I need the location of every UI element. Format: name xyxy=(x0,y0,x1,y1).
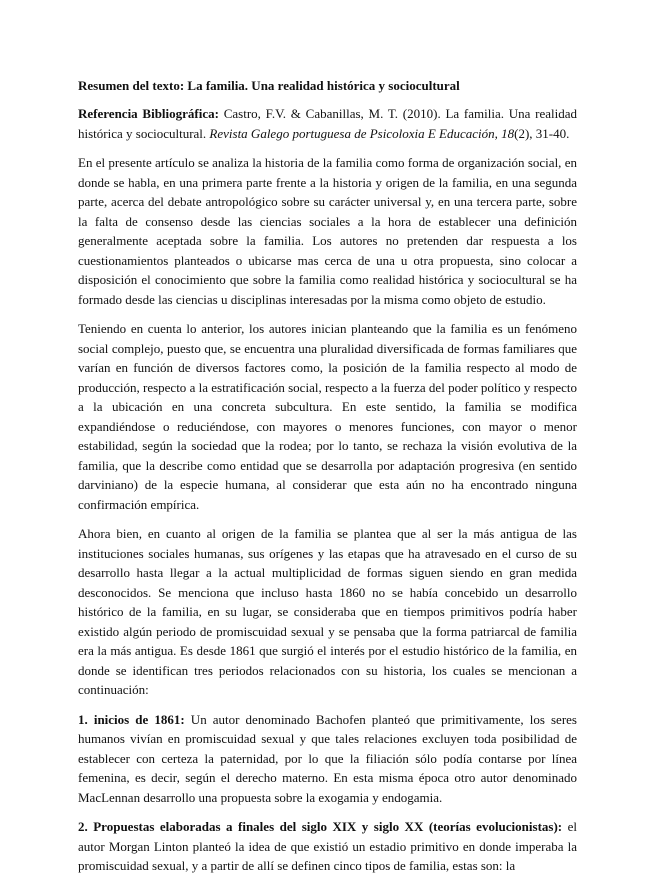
paragraph-intro: En el presente artículo se analiza la historia de la familia como forma de organización social, en donde se habla, en una primera parte frente a la historia y origen de la familia, en una segunda parte, acerca del debate antropológico sobre su carácter universal y, en una tercera parte, sobre la falta de consenso desde las ciencias sociales a la hora de establecer una definición generalmente aceptada sobre la familia. Los autores no pretenden dar respuesta a los cuestionamientos planteados o ubicarse mas cerca de una u otra propuesta, sino colocar a disposición el conocimiento que sobre la familia como realidad histórica y sociocultural se ha formado desde las ciencias u disciplinas interesadas por la misma como objeto de estudio. xyxy=(78,155,577,307)
period-2-heading: 2. Propuestas elaboradas a finales del siglo XIX y siglo XX (teorías evolucionistas): xyxy=(78,819,563,834)
reference-issue-pages: (2), 31-40. xyxy=(514,125,570,141)
list-item-period-1 xyxy=(78,710,577,808)
reference-authors: Castro, F.V. & Cabanillas, M. T. (2010). La familia. Una realidad histórica y sociocultural. xyxy=(78,106,577,141)
reference-journal: Revista Galego portuguesa de Psicoloxia E Educación, 18 xyxy=(209,125,515,141)
paragraph-complexity: Teniendo en cuenta lo anterior, los autores inician planteando que la familia es un fenómeno social complejo, puesto que, se encuentra una pluralidad diversificada de formas familiares que varían en función de diversos factores como, la posición de la familia respecto al modo de producción, respecto a la estratificación social, respecto a la fuerza del poder político y respecto a la ubicación en una concreta subcultura. En este sentido, la familia se modifica expandiéndose o reduciéndose, con mayores o menores funciones, con mayor o menor estabilidad, según la sociedad que la rodea; por lo tanto, se rechaza la visión evolutiva de la familia, que la describe como entidad que se desarrolla por adaptación progresiva (en sentido darviniano) de la especie humana, al considerar que esta aún no ha encontrado ninguna confirmación empírica. xyxy=(78,321,577,512)
reference-label: Referencia Bibliográfica: xyxy=(78,106,219,121)
bibliographic-reference xyxy=(78,104,577,143)
document-title: Resumen del texto: La familia. Una realidad histórica y sociocultural xyxy=(78,78,460,93)
period-1-text: Un autor denominado Bachofen planteó que primitivamente, los seres humanos vivían en promiscuidad sexual y que tales relaciones excluyen toda posibilidad de establecer con certeza la paternidad, por lo que la filiación sólo podía contarse por línea femenina, es decir, según el derecho materno. En esta misma época otro autor denominado MacLennan desarrollo una propuesta sobre la exogamia y endogamia. xyxy=(78,711,577,805)
list-item-period-2 xyxy=(78,817,577,876)
paragraph-origin: Ahora bien, en cuanto al origen de la familia se plantea que al ser la más antigua de las instituciones sociales humanas, sus orígenes y las etapas que ha atravesado en el curso de su desarrollo hasta llegar a la actual multiplicidad de formas siguen siendo en gran medida desconocidos. Se menciona que incluso hasta 1860 no se había concebido un desarrollo histórico de la familia, en su lugar, se consideraba que en tiempos primitivos podría haber existido algún periodo de promiscuidad sexual y se pensaba que la forma patriarcal de familia era la más antigua. Es desde 1861 que surgió el interés por el estudio histórico de la familia, en donde se identifican tres periodos relacionados con su historia, los cuales se mencionan a continuación: xyxy=(78,526,577,697)
period-2-text: el autor Morgan Linton planteó la idea de que existió un estadio primitivo en donde imperaba la promiscuidad sexual, y a partir de allí se definen cinco tipos de familia, estas son: la xyxy=(78,819,577,873)
period-1-heading: 1. inicios de 1861: xyxy=(78,711,185,727)
